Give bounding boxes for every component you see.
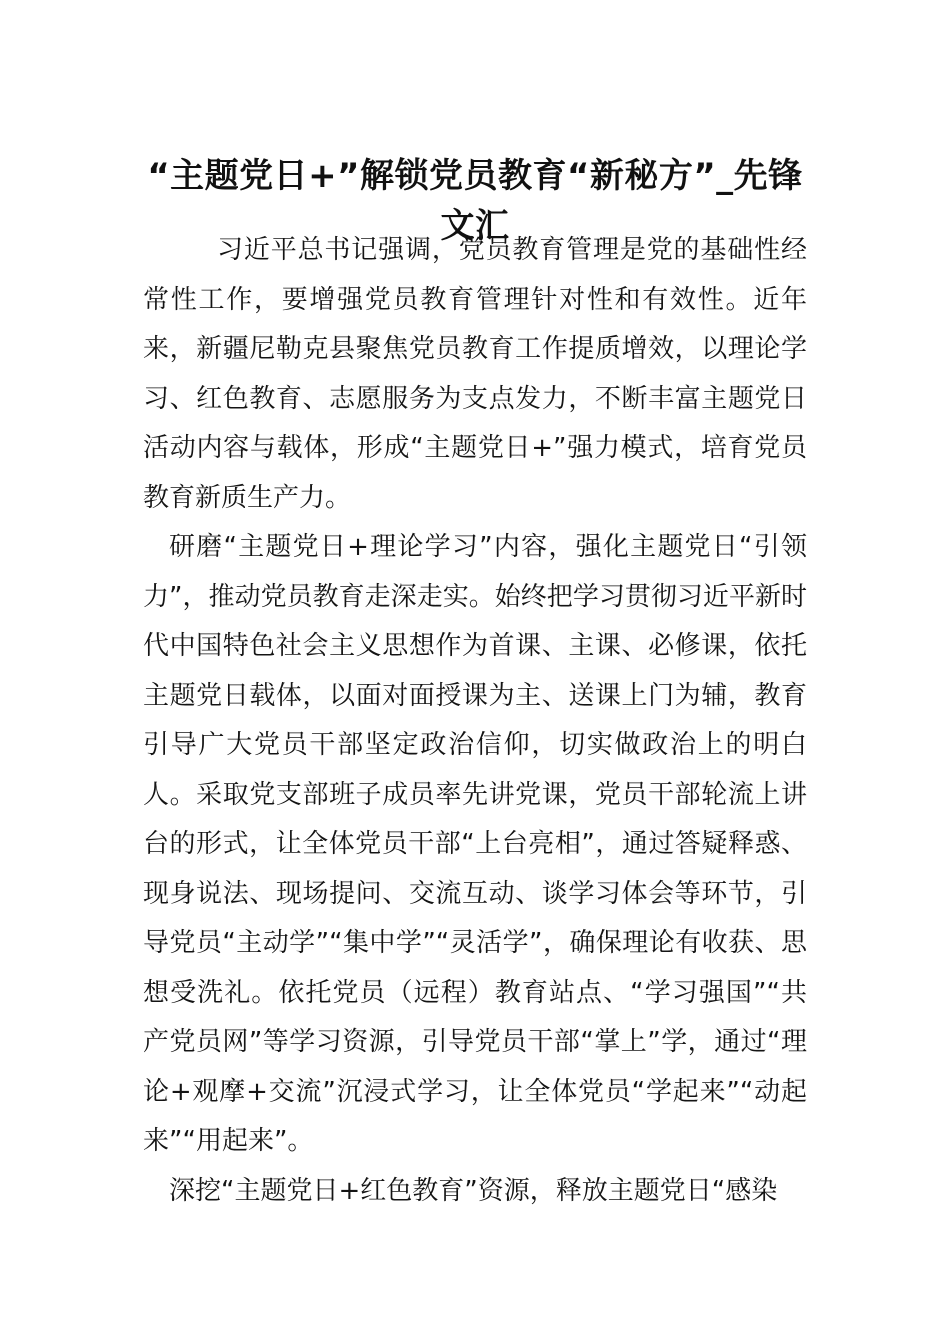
paragraph-intro: 习近平总书记强调，党员教育管理是党的基础性经常性工作，要增强党员教育管理针对性和有效性。近年来，新疆尼勒克县聚焦党员教育工作提质增效，以理论学习、红色教育、志愿服务为支点发力，不断丰富主题党日活动内容与载体，形成“主题党日+”强力模式，培育党员教育新质生产力。 bbox=[143, 235, 807, 513]
paragraph-theory-study: 研磨“主题党日+理论学习”内容，强化主题党日“引领力”，推动党员教育走深走实。始终把学习贯彻习近平新时代中国特色社会主义思想作为首课、主课、必修课，依托主题党日载体，以面对面授课为主、送课上门为辅，教育引导广大党员干部坚定政治信仰，切实做政治上的明白人。采取党支部班子成员率先讲党课，党员干部轮流上讲台的形式，让全体党员干部“上台亮相”，通过答疑释惑、现身说法、现场提问、交流互动、谈学习体会等环节，引导党员“主动学”“集中学”“灵活学”，确保理论有收获、思想受洗礼。依托党员（远程）教育站点、“学习强国”“共产党员网”等学习资源，引导党员干部“掌上”学，通过“理论+观摩+交流”沉浸式学习，让全体党员“学起来”“动起来”“用起来”。 bbox=[143, 532, 807, 1156]
document-title: “主题党日+”解锁党员教育“新秘方”_先锋文汇 bbox=[147, 155, 803, 246]
document-body bbox=[143, 226, 807, 1216]
paragraph-red-education: 深挖“主题党日+红色教育”资源，释放主题党日“感染 bbox=[169, 1175, 778, 1206]
